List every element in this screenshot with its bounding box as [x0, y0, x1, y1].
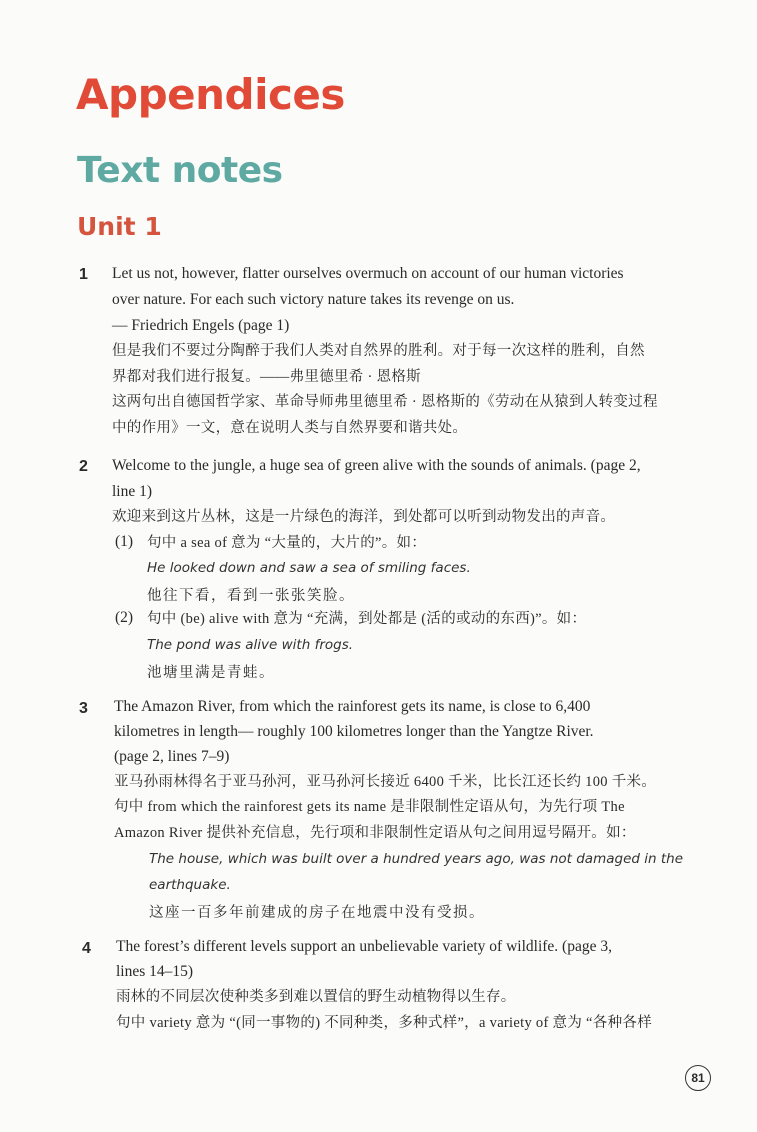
page-number: 81	[685, 1065, 711, 1091]
note-line: kilometres in length— roughly 100 kilometres longer than the Yangtze River.	[114, 723, 594, 740]
note-line-cn: 这两句出自德国哲学家、革命导师弗里德里希 · 恩格斯的《劳动在从猿到人转变过程	[112, 394, 658, 410]
sub-label: (1)	[115, 533, 134, 550]
note-number: 4	[82, 940, 91, 957]
note-line: line 1)	[112, 483, 153, 500]
example-sentence: He looked down and saw a sea of smiling faces.	[147, 560, 471, 576]
sub-text: 句中 a sea of 意为 “大量的，大片的”。如：	[147, 535, 427, 551]
note-line-cn: 亚马孙雨林得名于亚马孙河，亚马孙河长接近 6400 千米，比长江还长约 100 千米。	[114, 774, 657, 790]
sub-text: 句中 (be) alive with 意为 “充满，到处都是 (活的或动的东西)”。如：	[147, 611, 587, 627]
note-line-cn: 雨林的不同层次使种类多到难以置信的野生动植物得以生存。	[116, 989, 516, 1005]
note-line: — Friedrich Engels (page 1)	[112, 317, 290, 334]
example-sentence: The pond was alive with frogs.	[147, 637, 354, 653]
note-line-cn: Amazon River 提供补充信息，先行项和非限制性定语从句之间用逗号隔开。如：	[114, 825, 636, 841]
text-notes-heading: Text notes	[77, 150, 283, 191]
note-line-cn: 中的作用》一文，意在说明人类与自然界要和谐共处。	[112, 420, 468, 436]
example-translation: 这座一百多年前建成的房子在地震中没有受损。	[149, 905, 485, 921]
example-sentence: The house, which was built over a hundred years ago, was not damaged in the	[149, 851, 683, 867]
appendices-heading: Appendices	[76, 70, 345, 119]
note-line: over nature. For each such victory nature takes its revenge on us.	[112, 291, 515, 308]
unit-heading: Unit 1	[77, 212, 162, 241]
note-line-cn: 句中 variety 意为 “(同一事物的) 不同种类，多种式样”，a variety of 意为 “各种各样	[116, 1015, 652, 1031]
note-number: 3	[79, 700, 88, 717]
note-line: (page 2, lines 7–9)	[114, 748, 230, 765]
example-translation: 池塘里满是青蛙。	[147, 665, 275, 681]
note-number: 1	[79, 266, 88, 283]
example-sentence: earthquake.	[149, 877, 231, 893]
example-translation: 他往下看，看到一张张笑脸。	[147, 588, 355, 604]
sub-label: (2)	[115, 609, 134, 626]
note-line: Welcome to the jungle, a huge sea of green alive with the sounds of animals. (page 2,	[112, 457, 641, 474]
note-line-cn: 欢迎来到这片丛林，这是一片绿色的海洋，到处都可以听到动物发出的声音。	[112, 509, 616, 525]
note-line: Let us not, however, flatter ourselves overmuch on account of our human victories	[112, 265, 624, 282]
note-line-cn: 句中 from which the rainforest gets its name 是非限制性定语从句，为先行项 The	[114, 799, 625, 815]
note-number: 2	[79, 458, 88, 475]
note-line: The forest’s different levels support an unbelievable variety of wildlife. (page 3,	[116, 938, 612, 955]
note-line: lines 14–15)	[116, 963, 194, 980]
note-line-cn: 但是我们不要过分陶醉于我们人类对自然界的胜利。对于每一次这样的胜利，自然	[112, 343, 645, 359]
note-line: The Amazon River, from which the rainforest gets its name, is close to 6,400	[114, 698, 591, 715]
note-line-cn: 界都对我们进行报复。——弗里德里希 · 恩格斯	[112, 369, 421, 385]
